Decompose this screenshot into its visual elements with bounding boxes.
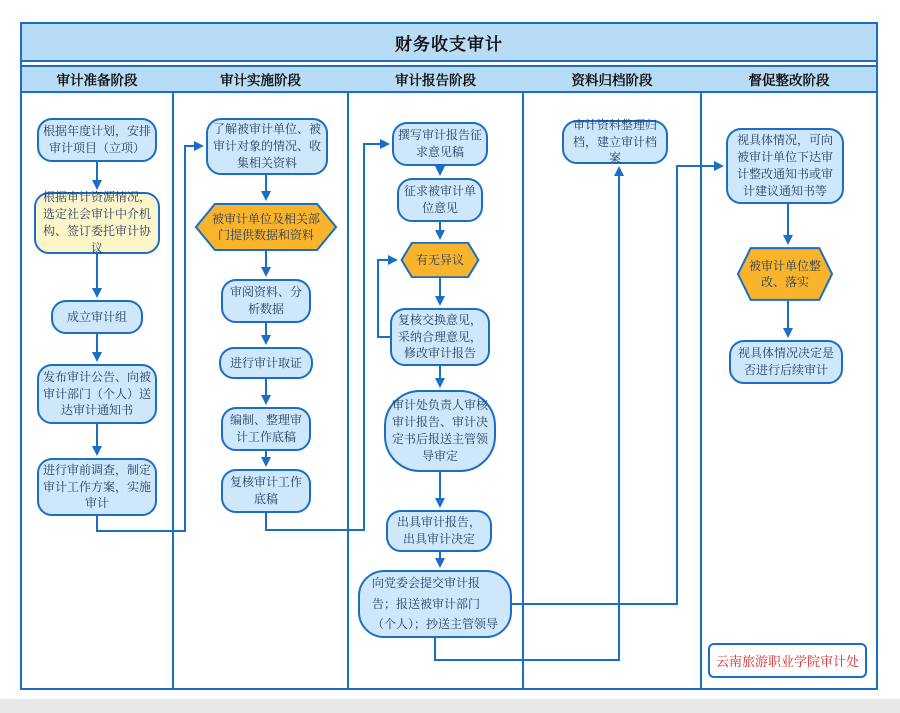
node-pre-survey: 进行审前调查，制定审计工作方案，实施审计: [37, 458, 157, 516]
flowchart-frame: [20, 22, 878, 690]
node-draft-report: 撰写审计报告征求意见稿: [392, 122, 488, 166]
node-compile-papers: 编制、整理审计工作底稿: [221, 407, 311, 451]
lane-header-rectify: 督促整改阶段: [748, 73, 830, 88]
flow-arrow: [512, 166, 722, 604]
page-bottom-strip: [0, 699, 900, 713]
lane-header-report: 审计报告阶段: [395, 73, 476, 88]
node-solicit-opinion: 征求被审计单位意见: [397, 178, 483, 222]
lane-header-prepare: 审计准备阶段: [56, 73, 138, 88]
node-exchange-opinion: 复核交换意见，采纳合理意见，修改审计报告: [390, 308, 490, 366]
lane-header-row: [22, 65, 876, 93]
organization-label: 云南旅游职业学院审计处: [708, 643, 867, 678]
node-submit-report: 向党委会提交审计报告；报送被审计部门（个人）；抄送主管领导: [358, 570, 512, 638]
node-objection-label: 有无异议: [415, 252, 464, 267]
node-rectify-hexagon: [736, 247, 834, 301]
node-rectification-notice: 视具体情况，可向被审计单位下达审计整改通知书或审计建议通知书等: [726, 128, 844, 204]
node-rectify-label: 被审计单位整改、落实: [748, 258, 821, 289]
node-review-papers: 复核审计工作底稿: [221, 469, 311, 513]
node-announce: 发布审计公告、向被审计部门（个人）送达审计通知书: [37, 364, 157, 424]
lane-header-archive: 资料归档阶段: [571, 73, 653, 88]
node-evidence: 进行审计取证: [219, 347, 313, 379]
node-provide-data-label: 被审计单位及相关部门提供数据和资料: [211, 211, 320, 242]
node-followup-audit: 视具体情况决定是否进行后续审计: [729, 340, 843, 384]
node-form-team: 成立审计组: [51, 300, 143, 334]
node-issue-report: 出具审计报告，出具审计决定: [386, 510, 492, 552]
node-provide-data-hexagon: [193, 203, 339, 251]
node-approve-report: 审计处负责人审核审计报告、审计决定书后报送主管领导审定: [384, 390, 496, 472]
diagram-title: 财务收支审计: [22, 24, 876, 62]
lane-header-implement: 审计实施阶段: [220, 73, 301, 88]
node-archive-files: 审计资料整理归档，建立审计档案: [562, 120, 668, 164]
node-review-data: 审阅资料、分析数据: [221, 279, 311, 323]
node-select-agency: 根据审计资源情况，选定社会审计中介机构、签订委托审计协议: [34, 192, 160, 254]
node-annual-plan: 根据年度计划，安排审计项目（立项）: [37, 118, 157, 162]
node-understand: 了解被审计单位、被审计对象的情况、收集相关资料: [206, 118, 328, 175]
node-objection-hexagon: [400, 242, 480, 278]
